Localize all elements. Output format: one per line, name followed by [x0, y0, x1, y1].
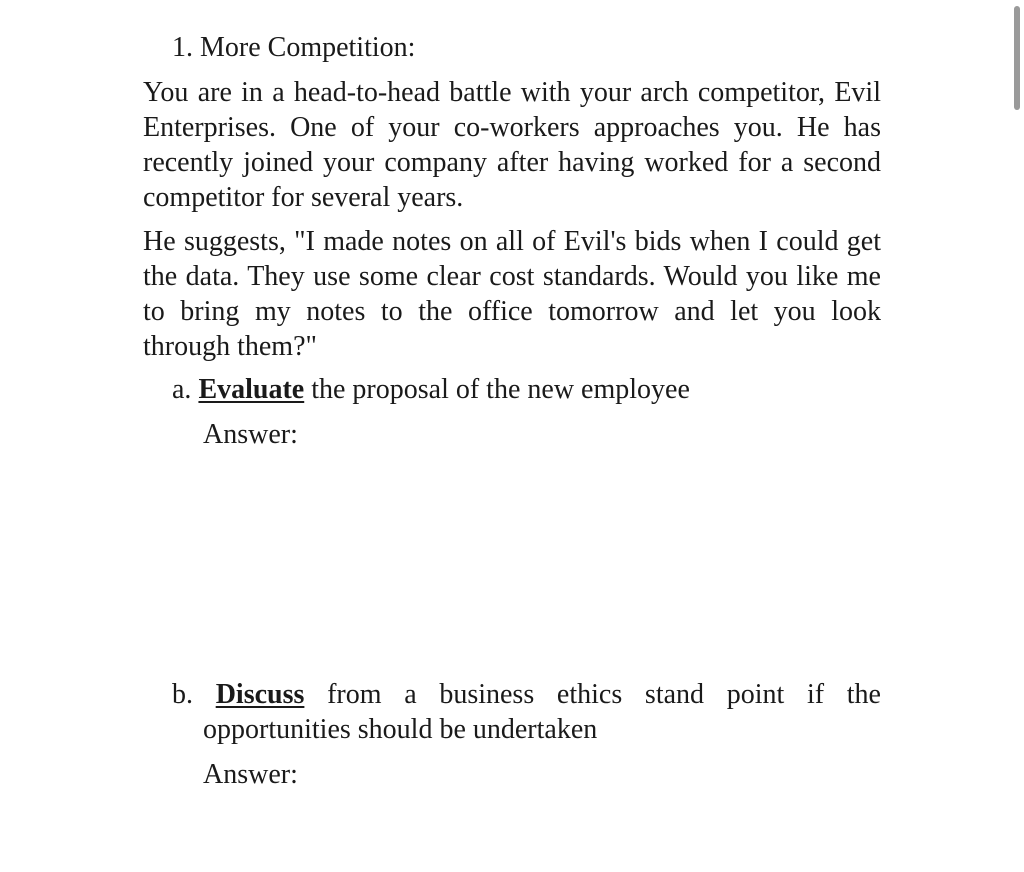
question-a-label: a. [172, 374, 192, 405]
question-b [172, 677, 881, 747]
question-b-word: from [327, 679, 382, 710]
answer-a-label: Answer: [203, 419, 298, 450]
scenario-paragraph-1: You are in a head-to-head battle with your arch competitor, Evil Enterprises. One of your co-workers approaches you. He has recently joined your company after having worked for a second competitor for several years. [143, 77, 881, 213]
answer-b-label: Answer: [203, 759, 298, 790]
question-b-label: b. [172, 679, 193, 710]
question-a [172, 372, 690, 407]
question-b-word: stand [644, 679, 705, 710]
question-b-line-1 [172, 677, 881, 712]
question-b-word: business [439, 679, 535, 710]
scrollbar-thumb[interactable] [1014, 6, 1020, 110]
question-b-word: a [404, 679, 417, 710]
question-b-word: if [806, 679, 825, 710]
question-a-keyword: Evaluate [198, 374, 305, 405]
question-a-text: the proposal of the new employee [311, 374, 690, 405]
question-b-word: point [726, 679, 785, 710]
question-b-word: the [846, 679, 881, 710]
scenario-paragraph-2: He suggests, "I made notes on all of Evil's bids when I could get the data. They use some clear cost standards. Would you like me to bring my notes to the office tomorrow and let you look through them?" [143, 226, 881, 362]
question-b-keyword: Discuss [215, 679, 305, 710]
question-b-line-2: opportunities should be undertaken [203, 714, 598, 745]
question-b-word: ethics [556, 679, 623, 710]
question-heading: 1. More Competition: [172, 32, 416, 63]
